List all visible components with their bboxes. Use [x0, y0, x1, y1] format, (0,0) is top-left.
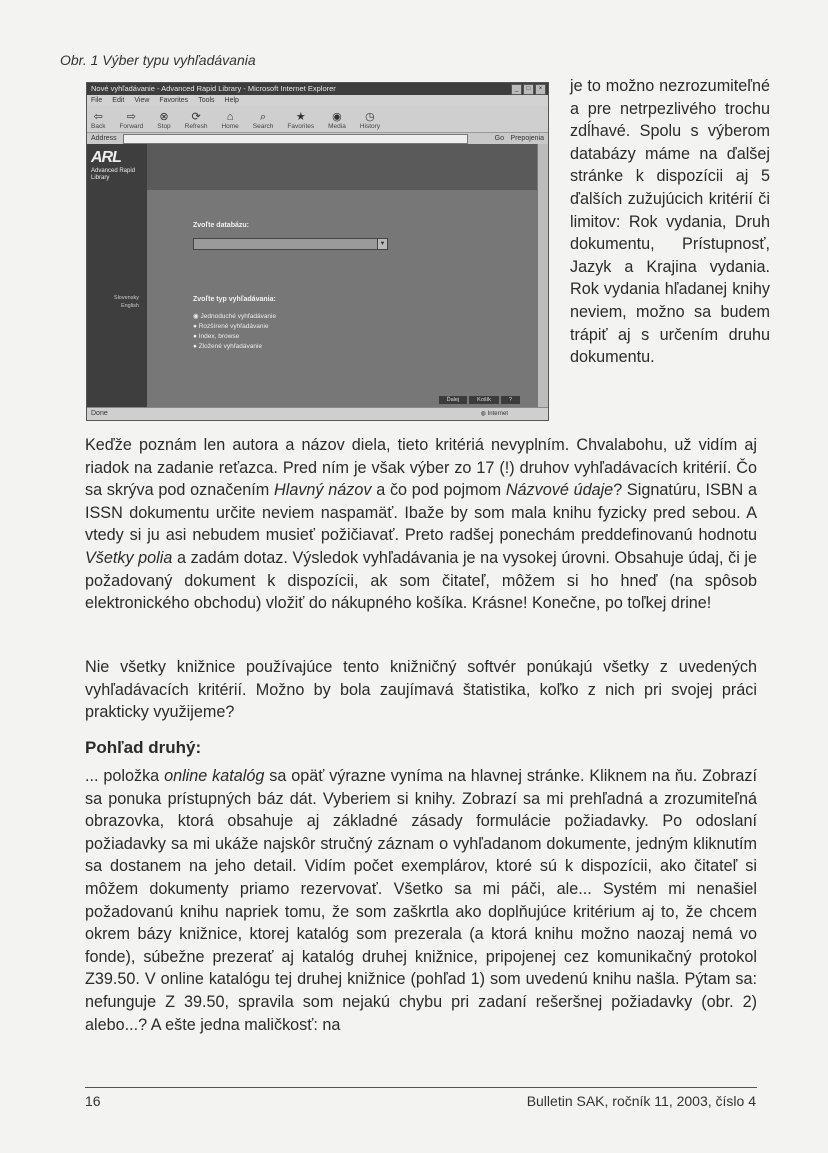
forward-icon: ⇨ — [126, 111, 136, 123]
menu-edit[interactable]: Edit — [112, 97, 125, 104]
home-button[interactable] — [221, 111, 238, 132]
refresh-icon: ⟳ — [191, 111, 201, 123]
search-button[interactable] — [253, 111, 274, 132]
stop-icon: ⊗ — [159, 111, 169, 123]
radio-simple-label: Jednoduché vyhľadávanie — [200, 313, 277, 320]
menu-favorites[interactable]: Favorites — [159, 97, 189, 104]
search-type-label: Zvoľte typ vyhľadávania: — [193, 296, 276, 303]
media-label: Media — [328, 123, 346, 130]
left-column — [87, 144, 147, 408]
menu-file[interactable]: File — [91, 97, 103, 104]
lang-english-link[interactable]: English — [120, 303, 139, 309]
home-label: Home — [221, 123, 239, 130]
radio-simple[interactable]: ◉ Jednoduché vyhľadávanie — [193, 313, 277, 320]
favorites-button[interactable] — [287, 111, 314, 132]
figure-caption: Obr. 1 Výber typu vyhľadávania — [60, 52, 256, 68]
menu-help[interactable]: Help — [224, 97, 239, 104]
stop-button[interactable] — [157, 111, 170, 132]
back-label: Back — [91, 123, 106, 130]
p1-text-c: a čo pod pojmom — [371, 481, 506, 500]
logo-mark: ARL — [91, 149, 121, 166]
search-type-options — [193, 312, 276, 352]
paragraph-1 — [85, 434, 757, 615]
radio-compound[interactable]: ● Zložené vyhľadávanie — [193, 343, 263, 350]
radio-index[interactable]: ● Index, browse — [193, 333, 240, 340]
back-icon: ⇦ — [93, 111, 103, 123]
radio-extended-label: Rozšírené vyhľadávanie — [198, 323, 269, 330]
logo-text: Advanced Rapid Library — [91, 168, 136, 181]
window-titlebar — [87, 83, 548, 95]
p1-text-e: ? Signatúru, ISBN a ISSN dokumentu určite neviem naspamäť. Ibaže by som mala knihu fyzicky pred sebou. A vtedy si ju asi nebudem musieť požičiavať. Preto radšej ponechám preddefinovanú hodnotu — [85, 481, 757, 545]
p3-text-a: ... položka — [85, 767, 165, 785]
page-number: 16 — [85, 1093, 101, 1109]
footer-rule — [85, 1087, 757, 1088]
media-button[interactable] — [328, 111, 346, 132]
bottom-buttons — [439, 396, 520, 404]
favorites-icon: ★ — [295, 111, 306, 123]
address-label: Address — [91, 135, 117, 142]
menu-bar — [87, 95, 548, 106]
vertical-scrollbar[interactable] — [537, 144, 548, 408]
favorites-label: Favorites — [287, 123, 315, 130]
status-bar — [87, 407, 548, 420]
search-label: Search — [252, 123, 274, 130]
p1-italic-nazvove-udaje: Názvové údaje — [505, 481, 614, 500]
p3-text-c: sa opäť výrazne vyníma na hlavnej stránke. Kliknem na ňu. Zobrazí sa ponuka prístupných báz dát. Vyberiem si knihy. Zobrazí sa mi prehľadná a zrozumiteľná obrazovka, ktorá obsahuje aj základné zásady formulácie požiadavky. Po odoslaní požiadavky sa mi ukáže najskôr stručný záznam o vyhľadanom dokumente, jedným kliknutím sa dostanem na jeho detail. Vidím počet exemplárov, ktoré sú k dispozícii, ako čitateľ si môžem dokumenty priamo rezervovať. Všetko sa mi páči, ale... Systém mi nenašiel požadovanú knihu napriek tomu, že som zaškrtla ako doplňujúce kritérium aj to, že chcem okrem bázy knižnice, ktorej katalóg som prezerala (a ktorá knihu možno naozaj nemá vo fonde), súbežne prezerať aj katalóg druhej knižnice, pripojenej cez komunikačný protokol Z39.50. V online katalógu tej druhej knižnice (pohľad 1) som uvedenú knihu našla. Pýtam sa: nefunguje Z 39.50, spravila som nejakú chybu pri zadaní rešeršnej požiadavky (obr. 2) alebo...? A ešte jedna maličkosť: na — [85, 767, 757, 1034]
history-icon: ◷ — [365, 111, 375, 123]
forward-button[interactable] — [119, 111, 143, 132]
stop-label: Stop — [157, 123, 171, 130]
chevron-down-icon: ▼ — [377, 239, 387, 249]
media-icon: ◉ — [332, 111, 342, 123]
p1-italic-vsetky-polia: Všetky polia — [85, 548, 173, 567]
minimize-button[interactable]: _ — [511, 84, 522, 95]
bulletin-footer: Bulletin SAK, ročník 11, 2003, číslo 4 — [526, 1093, 756, 1109]
section-heading: Pohľad druhý: — [85, 738, 202, 757]
links-button[interactable]: Prepojenia — [510, 135, 544, 142]
maximize-button[interactable]: □ — [523, 84, 534, 95]
p3-italic-online-katalog: online katalóg — [164, 767, 265, 785]
internet-zone: ◍ Internet — [480, 411, 508, 417]
radio-compound-label: Zložené vyhľadávanie — [198, 343, 263, 350]
main-area — [147, 144, 538, 408]
database-select[interactable] — [193, 238, 388, 250]
refresh-label: Refresh — [184, 123, 208, 130]
p1-text-a: Keďže poznám len autora a názov diela, tieto kritériá nevyplním. Chvalabohu, už vidím aj riadok na zadanie reťazca. Pred ním je však výber zo 17 (!) druhov vyhľadávacích kritérií. Čo sa skrýva pod označením — [85, 436, 757, 500]
p1-text-g: a zadám dotaz. Výsledok vyhľadávania je na vysokej úrovni. Obsahuje údaj, či je požadovaný dokument k dispozícii, ak som čitateľ, môžem si ho hneď (na spôsob elektronického obchodu) vložiť do nákupného košíka. Krásne! Konečne, po toľkej drine! — [85, 548, 757, 613]
back-button[interactable] — [91, 111, 105, 132]
radio-extended[interactable]: ● Rozšírené vyhľadávanie — [193, 323, 269, 330]
status-text: Done — [91, 410, 108, 417]
forward-label: Forward — [119, 123, 144, 130]
address-input[interactable] — [123, 134, 468, 144]
database-label: Zvoľte databázu: — [193, 222, 249, 229]
search-icon: ⌕ — [260, 111, 267, 123]
refresh-button[interactable] — [185, 111, 208, 132]
zone-label: Internet — [487, 411, 508, 417]
header-strip — [147, 144, 538, 190]
browser-toolbar — [87, 106, 548, 132]
history-button[interactable] — [360, 111, 380, 132]
history-label: History — [359, 123, 381, 130]
home-icon: ⌂ — [226, 111, 234, 123]
cart-button[interactable]: Košík — [469, 396, 499, 404]
language-menu — [93, 294, 139, 310]
p1-italic-hlavny-nazov: Hlavný názov — [274, 481, 372, 500]
radio-index-label: Index, browse — [198, 333, 240, 340]
sidebar-paragraph: je to možno nezrozumiteľné a pre netrpezlivého trochu zdĺhavé. Spolu s výberom databázy máme na ďalšej stránke k dispozícii aj 5 ďalších zužujúcich kritérií či limitov: Rok vydania, Druh dokumentu, Prístupnosť, Jazyk a Krajina vydania. Rok vydania hľadanej knihy neviem, možno sa budem trápiť aj s určením druhu dokumentu. — [570, 77, 770, 367]
paragraph-3 — [85, 765, 757, 1036]
next-button[interactable]: Ďalej — [439, 396, 468, 404]
menu-tools[interactable]: Tools — [198, 97, 215, 104]
paragraph-2: Nie všetky knižnice používajúce tento knižničný softvér ponúkajú všetky z uvedených vyhľadávacích kritérií. Možno by bola zaujímavá štatistika, koľko z nich pri svojej práci prakticky využijeme? — [85, 658, 757, 722]
web-page — [87, 144, 538, 408]
menu-view[interactable]: View — [134, 97, 150, 104]
browser-screenshot — [86, 82, 549, 421]
help-button[interactable]: ? — [501, 396, 520, 404]
address-bar — [87, 132, 548, 144]
lang-slovak-link[interactable]: Slovensky — [113, 295, 139, 301]
window-title: Nové vyhľadávanie - Advanced Rapid Library - Microsoft Internet Explorer — [91, 84, 336, 93]
go-button[interactable]: Go — [494, 135, 504, 142]
close-button[interactable]: × — [535, 84, 546, 95]
arl-logo[interactable] — [91, 148, 143, 182]
